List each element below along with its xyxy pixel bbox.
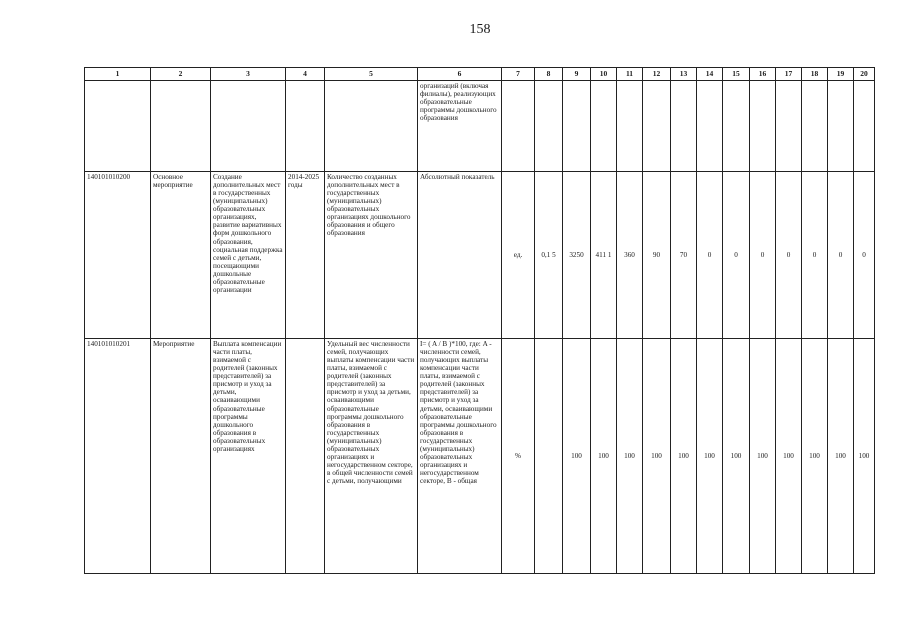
header-cell: 10: [591, 68, 617, 81]
value-cell: 100: [643, 339, 671, 574]
value-cell: [591, 81, 617, 172]
header-cell: 14: [697, 68, 723, 81]
header-cell: 9: [563, 68, 591, 81]
value-cell: 70: [671, 172, 697, 339]
name-cell: Выплата компенсации части платы, взимаемой с родителей (законных представителей) за присмотр и уход за детьми, осваивающими образовательные программы дошкольного образования в образовательных организациях: [211, 339, 286, 574]
header-cell: 6: [418, 68, 502, 81]
header-cell: 7: [502, 68, 535, 81]
value-cell: [854, 81, 875, 172]
header-cell: 4: [286, 68, 325, 81]
value-cell: 0: [854, 172, 875, 339]
indicator-cell: Удельный вес численности семей, получающих выплаты компенсации части платы, взимаемой с родителей (законных представителей) за присмотр и уход за детьми, осваивающими образовательные программы дошкольного образования в государственных (муниципальных) образовательных организациях и негосударственном секторе, в общей численности семей с детьми, получающими: [325, 339, 418, 574]
code-cell: 140101010200: [85, 172, 151, 339]
header-cell: 5: [325, 68, 418, 81]
value-cell: 0: [802, 172, 828, 339]
period-cell: [286, 81, 325, 172]
table-row: [85, 339, 875, 574]
value-cell: 100: [671, 339, 697, 574]
value-cell: 0: [697, 172, 723, 339]
value-cell: 90: [643, 172, 671, 339]
unit-cell: [502, 81, 535, 172]
unit-cell: %: [502, 339, 535, 574]
value-cell: 100: [723, 339, 750, 574]
value-cell: 100: [854, 339, 875, 574]
name-cell: [211, 81, 286, 172]
value-cell: 360: [617, 172, 643, 339]
header-cell: 3: [211, 68, 286, 81]
code-cell: [85, 81, 151, 172]
indicator-cell: Количество созданных дополнительных мест в государственных (муниципальных) образовательных организациях дошкольного образования и общего образования: [325, 172, 418, 339]
value-cell: 100: [591, 339, 617, 574]
value-cell: 100: [802, 339, 828, 574]
table-row: [85, 81, 875, 172]
value-cell: 100: [563, 339, 591, 574]
value-cell: [802, 81, 828, 172]
header-cell: 13: [671, 68, 697, 81]
value-cell: [671, 81, 697, 172]
value-cell: 100: [697, 339, 723, 574]
value-cell: [750, 81, 776, 172]
value-cell: [563, 81, 591, 172]
name-cell: Создание дополнительных мест в государственных (муниципальных) образовательных организациях, развитие вариативных форм дошкольного образования, социальная поддержка семей с детьми, посещающими дошкольные образовательные организации: [211, 172, 286, 339]
header-row: [85, 68, 875, 81]
base-cell: [535, 339, 563, 574]
type-cell: Основное мероприятие: [151, 172, 211, 339]
value-cell: 100: [776, 339, 802, 574]
header-cell: 12: [643, 68, 671, 81]
method-cell: I= ( A / B )*100, где: A - численности семей, получающих выплаты компенсации части платы, взимаемой с родителей (законных представителей) за присмотр и уход за детьми, осваивающими образовательные программы дошкольного образования в государственных (муниципальных) образовательных организациях и негосударственном секторе, B - общая: [418, 339, 502, 574]
value-cell: 3250: [563, 172, 591, 339]
unit-cell: ед.: [502, 172, 535, 339]
value-cell: [643, 81, 671, 172]
method-cell: Абсолютный показатель: [418, 172, 502, 339]
value-cell: [697, 81, 723, 172]
header-cell: 16: [750, 68, 776, 81]
period-cell: 2014-2025 годы: [286, 172, 325, 339]
value-cell: 100: [828, 339, 854, 574]
value-cell: 0: [828, 172, 854, 339]
header-cell: 20: [854, 68, 875, 81]
table-row: [85, 172, 875, 339]
value-cell: 100: [750, 339, 776, 574]
code-cell: 140101010201: [85, 339, 151, 574]
base-cell: [535, 81, 563, 172]
value-cell: [776, 81, 802, 172]
type-cell: Мероприятие: [151, 339, 211, 574]
value-cell: 0: [776, 172, 802, 339]
value-cell: 100: [617, 339, 643, 574]
page-number: 158: [469, 22, 491, 37]
type-cell: [151, 81, 211, 172]
header-cell: 17: [776, 68, 802, 81]
value-cell: 0: [750, 172, 776, 339]
indicator-cell: [325, 81, 418, 172]
value-cell: [617, 81, 643, 172]
header-cell: 8: [535, 68, 563, 81]
header-cell: 11: [617, 68, 643, 81]
value-cell: 411 1: [591, 172, 617, 339]
header-cell: 18: [802, 68, 828, 81]
header-cell: 19: [828, 68, 854, 81]
period-cell: [286, 339, 325, 574]
indicators-table: [84, 67, 875, 574]
value-cell: 0: [723, 172, 750, 339]
base-cell: 0,1 5: [535, 172, 563, 339]
value-cell: [723, 81, 750, 172]
method-cell: организаций (включая филиалы), реализующих образовательные программы дошкольного образования: [418, 81, 502, 172]
header-cell: 15: [723, 68, 750, 81]
header-cell: 1: [85, 68, 151, 81]
header-cell: 2: [151, 68, 211, 81]
value-cell: [828, 81, 854, 172]
